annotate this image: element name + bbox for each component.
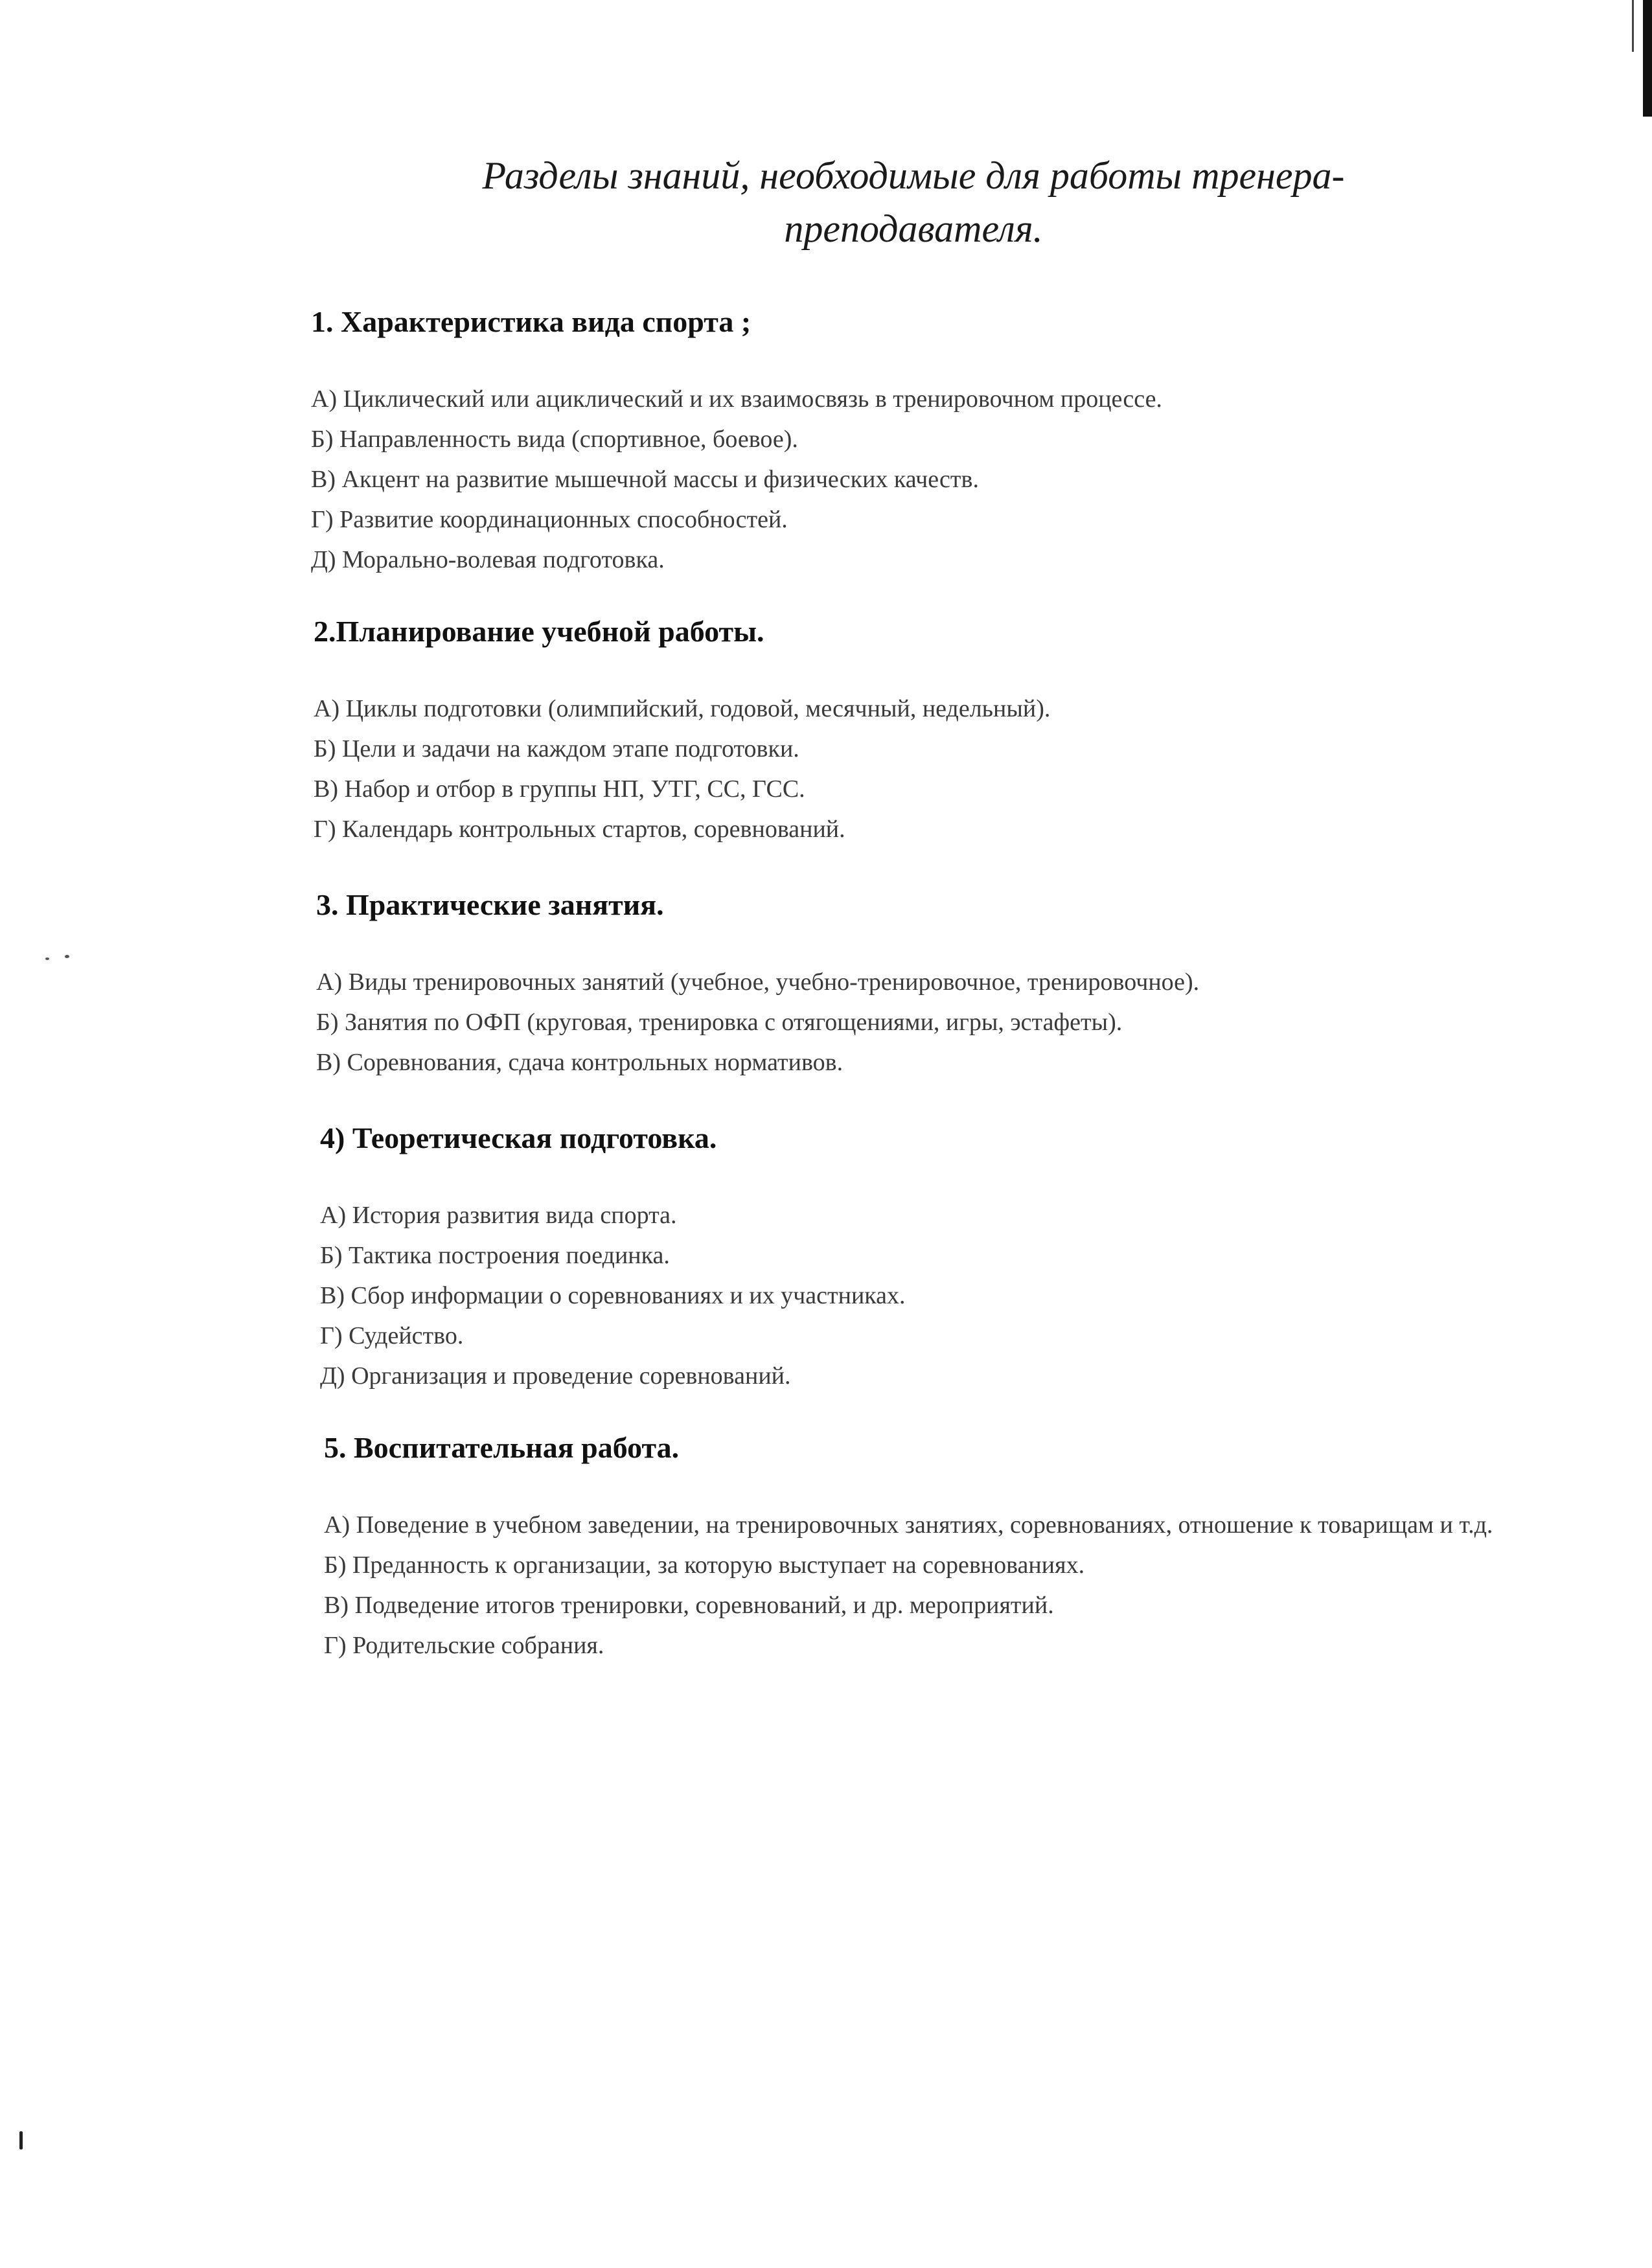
scan-speck xyxy=(19,2131,23,2149)
scan-speck xyxy=(65,955,69,958)
list-item: Г) Родительские собрания. xyxy=(324,1632,604,1659)
list-item: В) Подведение итогов тренировки, соревнований, и др. мероприятий. xyxy=(324,1592,1054,1619)
list-item: Г) Развитие координационных способностей. xyxy=(311,506,788,533)
list-item: А) История развития вида спорта. xyxy=(320,1202,677,1229)
list-item: Б) Направленность вида (спортивное, боевое). xyxy=(311,426,798,453)
list-item: А) Виды тренировочных занятий (учебное, учебно-тренировочное, тренировочное). xyxy=(316,968,1200,996)
section-heading: 5. Воспитательная работа. xyxy=(324,1431,680,1464)
list-item: В) Соревнования, сдача контрольных нормативов. xyxy=(316,1049,843,1076)
list-item: В) Набор и отбор в группы НП, УТГ, СС, ГСС. xyxy=(314,775,805,803)
section-5 xyxy=(324,1430,1652,1666)
section-4 xyxy=(320,1121,1652,1396)
list-item: В) Акцент на развитие мышечной массы и физических качеств. xyxy=(311,466,979,493)
section-heading: 4) Теоретическая подготовка. xyxy=(320,1121,717,1154)
section-heading: 2.Планирование учебной работы. xyxy=(314,615,764,648)
section-1 xyxy=(311,304,1652,580)
list-item: Д) Морально-волевая подготовка. xyxy=(311,546,665,573)
list-item: Б) Тактика построения поединка. xyxy=(320,1242,670,1269)
list-item: Б) Преданность к организации, за которую выступает на соревнованиях. xyxy=(324,1552,1085,1579)
scan-edge-artifact xyxy=(1632,0,1634,52)
page-title: Разделы знаний, необходимые для работы тренера-преподавателя. xyxy=(482,154,1345,250)
list-item: Г) Календарь контрольных стартов, соревнований. xyxy=(314,816,845,843)
list-item: А) Циклический или ациклический и их взаимосвязь в тренировочном процессе. xyxy=(311,385,1162,413)
list-item: А) Поведение в учебном заведении, на тренировочных занятиях, соревнованиях, отношение к товарищам и т.д. xyxy=(324,1511,1493,1539)
list-item: Б) Занятия по ОФП (круговая, тренировка с отягощениями, игры, эстафеты). xyxy=(316,1009,1123,1036)
list-item: Д) Организация и проведение соревнований. xyxy=(320,1362,791,1390)
section-heading: 3. Практические занятия. xyxy=(316,888,664,921)
section-3 xyxy=(316,888,1652,1082)
scan-speck xyxy=(45,957,49,960)
section-heading: 1. Характеристика вида спорта ; xyxy=(311,305,751,338)
list-item: А) Циклы подготовки (олимпийский, годовой, месячный, недельный). xyxy=(314,695,1051,722)
scan-edge-artifact xyxy=(1643,0,1652,117)
section-2 xyxy=(314,614,1652,849)
list-item: Б) Цели и задачи на каждом этапе подготовки. xyxy=(314,735,799,762)
list-item: Г) Судейство. xyxy=(320,1322,464,1349)
list-item: В) Сбор информации о соревнованиях и их участниках. xyxy=(320,1282,906,1309)
